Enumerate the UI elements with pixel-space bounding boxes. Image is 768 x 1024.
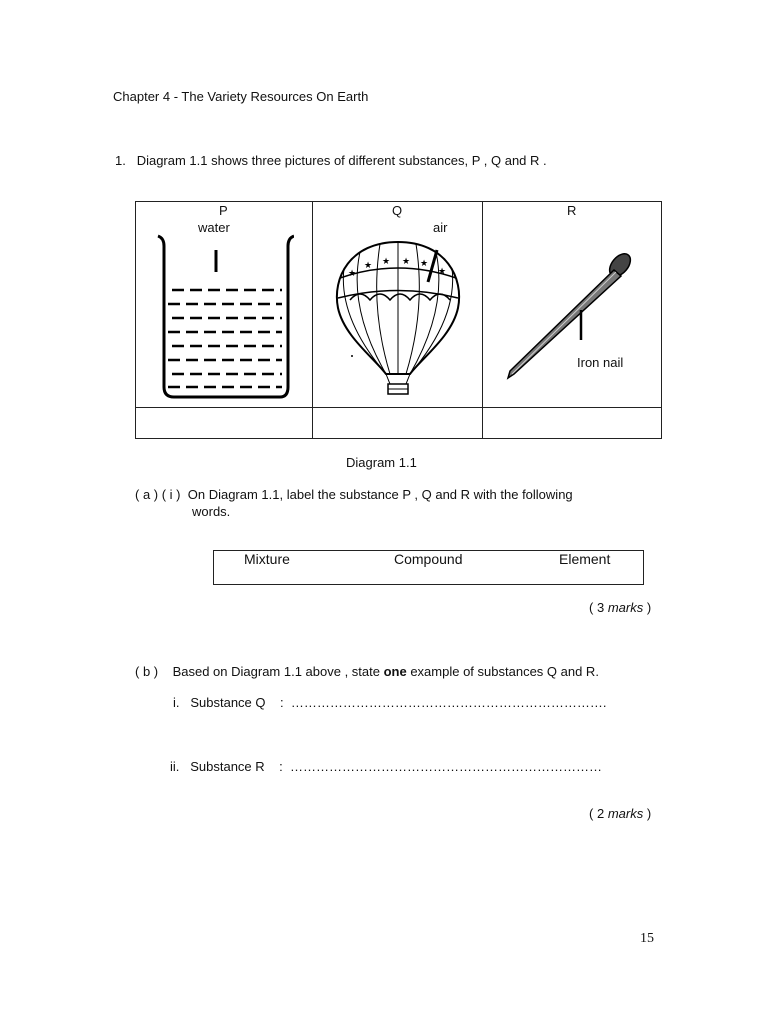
marks-word: marks: [607, 600, 644, 615]
svg-text:★: ★: [402, 257, 411, 267]
part-a-label: ( a ) ( i ): [135, 487, 181, 502]
part-a-marks: ( 3 marks ): [589, 600, 652, 615]
label-p: P: [219, 203, 228, 218]
svg-text:★: ★: [438, 267, 447, 277]
item-number: ii.: [170, 759, 180, 774]
label-water: water: [198, 220, 230, 235]
diagram-table: [135, 201, 662, 439]
question-text: Diagram 1.1 shows three pictures of different substances, P , Q and R .: [136, 153, 547, 168]
word-mixture: Mixture: [244, 551, 290, 567]
table-divider: [482, 202, 483, 438]
part-a-text-1: On Diagram 1.1, label the substance P , Q and R with the following: [187, 487, 573, 502]
svg-text:★: ★: [364, 261, 373, 271]
marks-number: 2: [596, 806, 605, 821]
part-b-text-after: example of substances Q and R.: [406, 664, 599, 679]
item-separator: :: [279, 695, 284, 710]
question-number: 1.: [115, 153, 126, 168]
answer-dots-q[interactable]: ……………………………………………………………….: [290, 695, 607, 710]
item-separator: :: [279, 759, 283, 774]
page-number: 15: [640, 931, 654, 946]
question-1: [115, 153, 547, 168]
label-q: Q: [392, 203, 403, 218]
part-b-emphasis: one: [383, 664, 407, 679]
word-compound: Compound: [394, 551, 463, 567]
chapter-heading: Chapter 4 - The Variety Resources On Earth: [113, 89, 369, 104]
label-iron-nail: Iron nail: [577, 355, 624, 370]
marks-word: marks: [607, 806, 644, 821]
diagram-caption: Diagram 1.1: [346, 455, 417, 470]
beaker-of-water-icon: [154, 232, 294, 402]
answer-cell-r[interactable]: [483, 408, 661, 439]
word-element: Element: [559, 551, 611, 567]
item-label: Substance R: [190, 759, 265, 774]
part-b-text-before: Based on Diagram 1.1 above , state: [172, 664, 384, 679]
label-r: R: [567, 203, 577, 218]
part-a-text-2: words.: [192, 504, 231, 519]
hot-air-balloon-icon: [330, 238, 466, 398]
svg-text:★: ★: [382, 257, 391, 267]
item-number: i.: [173, 695, 180, 710]
svg-text:★: ★: [420, 259, 429, 269]
svg-text:★: ★: [348, 269, 357, 279]
part-b-label: ( b ): [135, 664, 159, 679]
part-b-marks: ( 2 marks ): [589, 806, 652, 821]
marks-number: 3: [596, 600, 605, 615]
label-air: air: [433, 220, 448, 235]
part-a-question: [135, 486, 635, 520]
part-b-question: [135, 664, 599, 679]
answer-line-r: [170, 759, 602, 774]
item-label: Substance Q: [190, 695, 266, 710]
answer-cell-p[interactable]: [136, 408, 312, 439]
answer-cell-q[interactable]: [313, 408, 482, 439]
answer-dots-r[interactable]: ………………………………………………………………: [289, 759, 602, 774]
answer-line-q: [173, 695, 606, 710]
table-divider: [312, 202, 313, 438]
word-box: [213, 550, 644, 585]
